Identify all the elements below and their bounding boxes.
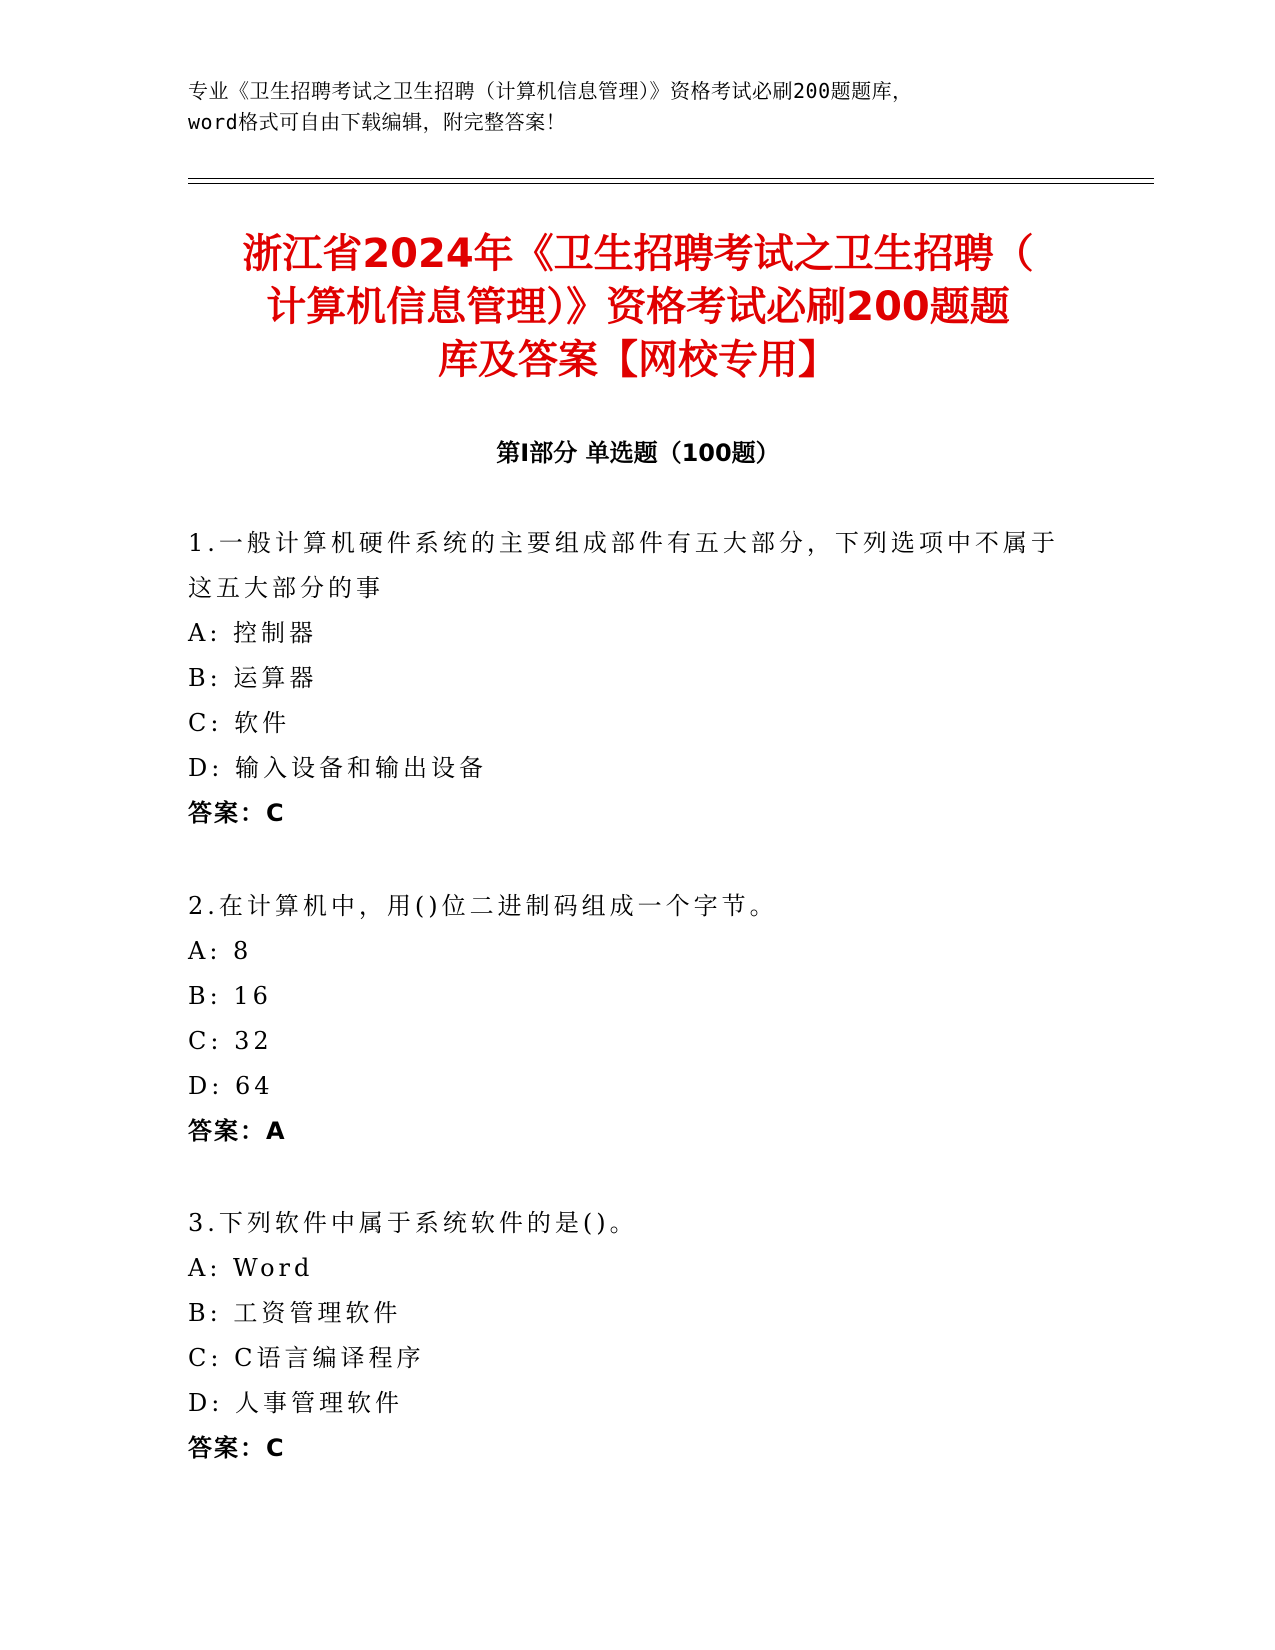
answer: 答案：C <box>188 799 286 827</box>
header-divider-bottom <box>188 183 1154 184</box>
option-c: C: 32 <box>188 1027 273 1055</box>
question-1 <box>188 521 1068 836</box>
answer: 答案：C <box>188 1434 286 1462</box>
option-d: D: 人事管理软件 <box>188 1389 403 1417</box>
document-title-line-2: 计算机信息管理）》资格考试必刷200题题 <box>266 284 1010 330</box>
option-d: D: 64 <box>188 1072 274 1100</box>
document-title-line-3: 库及答案【网校专用】 <box>438 337 838 383</box>
option-c: C: C语言编译程序 <box>188 1344 425 1372</box>
header-divider-top <box>188 178 1154 179</box>
option-a: A: 控制器 <box>188 619 318 647</box>
option-c: C: 软件 <box>188 709 291 737</box>
question-2 <box>188 884 1068 1154</box>
option-b: B: 工资管理软件 <box>188 1299 402 1327</box>
document-title <box>188 228 1088 387</box>
question-stem: 1.一般计算机硬件系统的主要组成部件有五大部分，下列选项中不属于这五大部分的事 <box>188 529 1059 602</box>
question-stem: 3.下列软件中属于系统软件的是()。 <box>188 1209 638 1237</box>
header-note <box>188 76 1088 138</box>
header-note-line-2: word格式可自由下载编辑，附完整答案！ <box>188 110 567 134</box>
option-a: A: 8 <box>188 937 253 965</box>
option-a: A: Word <box>188 1254 314 1282</box>
answer: 答案：A <box>188 1117 287 1145</box>
question-stem: 2.在计算机中，用()位二进制码组成一个字节。 <box>188 892 778 920</box>
section-heading: 第Ⅰ部分 单选题（100题） <box>496 439 780 467</box>
option-b: B: 运算器 <box>188 664 318 692</box>
document-title-line-1: 浙江省2024年《卫生招聘考试之卫生招聘（ <box>242 231 1034 277</box>
header-note-line-1: 专业《卫生招聘考试之卫生招聘（计算机信息管理）》资格考试必刷200题题库， <box>188 79 913 103</box>
option-d: D: 输入设备和输出设备 <box>188 754 487 782</box>
question-3 <box>188 1201 1068 1471</box>
option-b: B: 16 <box>188 982 272 1010</box>
